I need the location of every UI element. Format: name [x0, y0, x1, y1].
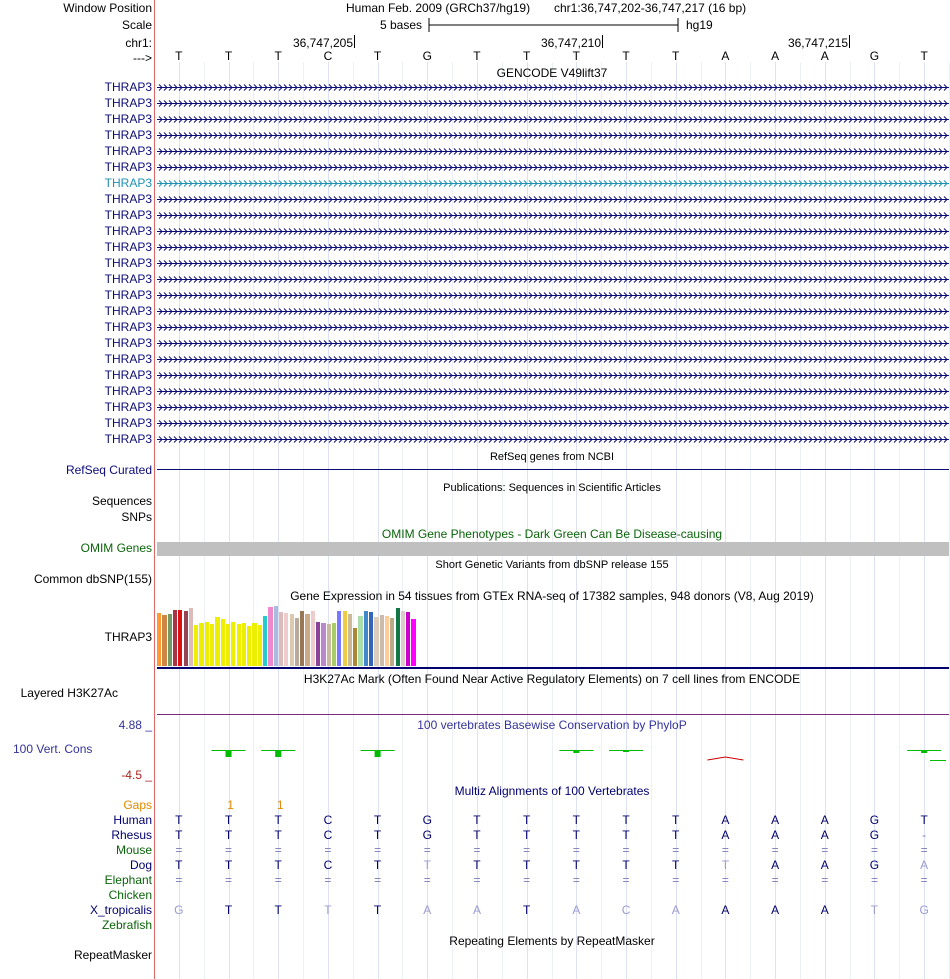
- alignment-base: A: [771, 828, 780, 842]
- alignment-base: =: [721, 843, 729, 857]
- alignment-base: =: [721, 873, 729, 887]
- gencode-transcript-line[interactable]: [157, 354, 949, 364]
- alignment-base: T: [373, 828, 382, 842]
- alignment-base: =: [274, 873, 282, 887]
- alignment-base: T: [572, 828, 581, 842]
- alignment-base: C: [621, 903, 631, 917]
- gtex-tissue-bar[interactable]: [321, 623, 325, 666]
- alignment-base: =: [423, 843, 431, 857]
- species-label[interactable]: Mouse: [115, 843, 152, 857]
- alignment-base: A: [721, 903, 730, 917]
- gencode-transcript-label[interactable]: THRAP3: [104, 160, 152, 174]
- multiz-gaps-label: Gaps: [123, 798, 152, 812]
- gencode-transcript-line[interactable]: [157, 274, 949, 284]
- species-label[interactable]: Elephant: [104, 873, 152, 887]
- alignment-base: A: [920, 858, 929, 872]
- window-position-label: Window Position: [63, 1, 152, 15]
- alignment-base: A: [771, 903, 780, 917]
- conservation-score: [559, 750, 593, 751]
- alignment-base: =: [920, 873, 928, 887]
- sequence-base: G: [869, 49, 880, 63]
- gencode-transcript-line[interactable]: [157, 210, 949, 220]
- species-label[interactable]: X_tropicalis: [89, 903, 152, 917]
- gtex-tissue-bar[interactable]: [284, 613, 288, 666]
- gencode-transcript-label[interactable]: THRAP3: [104, 320, 152, 334]
- alignment-base: G: [422, 828, 432, 842]
- alignment-base: =: [920, 843, 928, 857]
- gtex-tissue-bar[interactable]: [221, 619, 225, 666]
- alignment-base: T: [721, 858, 730, 872]
- gtex-tissue-bar[interactable]: [263, 616, 267, 666]
- ruler-tick-marks: [0, 34, 950, 50]
- refseq-track-label[interactable]: RefSeq Curated: [65, 463, 152, 477]
- gencode-transcript-line[interactable]: [157, 226, 949, 236]
- refseq-gene-line[interactable]: [157, 469, 949, 470]
- gtex-tissue-bar[interactable]: [364, 611, 368, 666]
- alignment-base: =: [622, 873, 630, 887]
- conservation-score: [930, 760, 946, 761]
- gtex-tissue-bar[interactable]: [215, 617, 219, 666]
- conservation-track-label[interactable]: 100 Vert. Cons: [13, 742, 93, 756]
- alignment-base: T: [672, 828, 680, 842]
- gencode-transcript-line[interactable]: [157, 98, 949, 108]
- alignment-base: G: [919, 903, 929, 917]
- species-label[interactable]: Human: [113, 813, 152, 827]
- alignment-base: T: [473, 858, 481, 872]
- h3k27ac-track-title: H3K27Ac Mark (Often Found Near Active Regulatory Elements) on 7 cell lines from ENCODE: [303, 672, 801, 686]
- gencode-transcript-label[interactable]: THRAP3: [104, 368, 152, 382]
- gtex-tissue-bar[interactable]: [210, 624, 214, 666]
- alignment-base: T: [473, 828, 481, 842]
- gencode-track-title: GENCODE V49lift37: [496, 66, 608, 80]
- sequence-base: A: [820, 49, 829, 63]
- gtex-gene-line: [157, 667, 949, 669]
- alignment-base: G: [869, 858, 880, 872]
- gtex-expression-chart[interactable]: [157, 604, 577, 666]
- conservation-score: [907, 750, 941, 751]
- alignment-base: T: [920, 813, 928, 827]
- alignment-base: T: [672, 813, 680, 827]
- conservation-graph[interactable]: [0, 730, 950, 780]
- gencode-transcript-line[interactable]: [157, 178, 949, 188]
- alignment-base: A: [721, 813, 730, 827]
- conservation-score: [212, 750, 246, 751]
- conservation-max-label: 4.88 _: [118, 718, 152, 732]
- alignment-base: =: [324, 873, 332, 887]
- conservation-score: [275, 751, 281, 757]
- gencode-transcript-label[interactable]: THRAP3: [104, 288, 152, 302]
- conservation-track-title: 100 vertebrates Basewise Conservation by PhyloP: [417, 718, 687, 732]
- conservation-score: [375, 751, 381, 757]
- sequence-base: T: [572, 49, 581, 63]
- gencode-transcript-label[interactable]: THRAP3: [104, 304, 152, 318]
- alignment-base: =: [473, 873, 481, 887]
- gtex-tissue-bar[interactable]: [390, 618, 394, 666]
- gtex-tissue-bar[interactable]: [258, 625, 262, 666]
- gencode-transcript-line[interactable]: [157, 114, 949, 124]
- gtex-tissue-bar[interactable]: [401, 611, 405, 666]
- alignment-base: T: [224, 858, 233, 872]
- alignment-base: T: [274, 903, 282, 917]
- multiz-track-title: Multiz Alignments of 100 Vertebrates: [454, 784, 650, 798]
- alignment-base: T: [373, 903, 382, 917]
- scale-db: hg19: [686, 18, 713, 32]
- alignment-base: T: [572, 858, 581, 872]
- omim-gene-bar[interactable]: [157, 542, 949, 556]
- gtex-tissue-bar[interactable]: [274, 606, 278, 666]
- gtex-tissue-bar[interactable]: [305, 614, 309, 666]
- dbsnp-track-title: Short Genetic Variants from dbSNP release 155: [435, 559, 669, 571]
- alignment-base: =: [622, 843, 630, 857]
- alignment-base: =: [324, 843, 332, 857]
- alignment-base: T: [224, 828, 233, 842]
- conservation-score: [573, 751, 579, 753]
- alignment-base: G: [174, 903, 184, 917]
- alignment-base: T: [522, 903, 531, 917]
- alignment-base: T: [622, 828, 630, 842]
- gtex-tissue-bar[interactable]: [385, 616, 389, 666]
- alignment-base: =: [821, 843, 829, 857]
- alignment-base: =: [274, 843, 282, 857]
- gtex-tissue-bar[interactable]: [396, 608, 400, 666]
- gtex-tissue-bar[interactable]: [380, 615, 384, 666]
- alignment-base: =: [175, 873, 183, 887]
- sequence-base: T: [622, 49, 630, 63]
- species-label[interactable]: Rhesus: [111, 828, 152, 842]
- alignment-base: A: [820, 858, 829, 872]
- alignment-base: =: [771, 843, 779, 857]
- sequence-base: T: [522, 49, 531, 63]
- sequence-base: T: [473, 49, 481, 63]
- gtex-tissue-bar[interactable]: [237, 624, 241, 666]
- omim-track-title: OMIM Gene Phenotypes - Dark Green Can Be Disease-causing: [381, 527, 723, 541]
- alignment-base: =: [771, 873, 779, 887]
- publications-sequences-label[interactable]: Sequences: [91, 494, 152, 508]
- alignment-base: T: [274, 828, 282, 842]
- gencode-transcript-label[interactable]: THRAP3: [104, 384, 152, 398]
- gtex-tissue-bar[interactable]: [316, 622, 320, 666]
- gtex-tissue-bar[interactable]: [162, 615, 166, 666]
- conservation-score: [226, 751, 232, 757]
- alignment-base: T: [224, 903, 233, 917]
- conservation-score: [361, 750, 395, 751]
- alignment-base: T: [274, 858, 282, 872]
- alignment-base: T: [522, 828, 531, 842]
- conservation-min-label: -4.5 _: [121, 768, 152, 782]
- gencode-transcript-line[interactable]: [157, 338, 949, 348]
- scale-bar: [428, 17, 680, 33]
- gencode-transcript-label[interactable]: THRAP3: [104, 176, 152, 190]
- alignment-base: G: [869, 813, 880, 827]
- scale-label: Scale: [121, 18, 152, 32]
- alignment-base: =: [572, 843, 580, 857]
- window-position-text: chr1:36,747,202-36,747,217 (16 bp): [554, 1, 747, 15]
- gtex-tissue-bar[interactable]: [268, 607, 272, 666]
- gencode-transcript-label[interactable]: THRAP3: [104, 96, 152, 110]
- alignment-base: =: [374, 843, 382, 857]
- publications-snps-label[interactable]: SNPs: [121, 510, 152, 524]
- alignment-base: T: [622, 813, 630, 827]
- conservation-score: [707, 757, 743, 760]
- conservation-score: [261, 750, 295, 751]
- gtex-tissue-bar[interactable]: [199, 623, 203, 666]
- gtex-tissue-bar[interactable]: [226, 624, 230, 666]
- gtex-tissue-bar[interactable]: [295, 618, 299, 666]
- alignment-base: A: [423, 903, 432, 917]
- alignment-base: T: [274, 813, 282, 827]
- alignment-base: =: [374, 873, 382, 887]
- gencode-transcript-line[interactable]: [157, 434, 949, 444]
- gencode-transcript-label[interactable]: THRAP3: [104, 432, 152, 446]
- gencode-transcript-line[interactable]: [157, 370, 949, 380]
- gencode-transcript-line[interactable]: [157, 82, 949, 92]
- alignment-base: G: [422, 813, 432, 827]
- gencode-transcript-label[interactable]: THRAP3: [104, 256, 152, 270]
- alignment-base: A: [721, 828, 730, 842]
- gencode-transcript-line[interactable]: [157, 130, 949, 140]
- gap-count: 1: [276, 798, 284, 812]
- gtex-tissue-bar[interactable]: [157, 613, 161, 666]
- species-label[interactable]: Dog: [129, 858, 152, 872]
- gtex-tissue-bar[interactable]: [337, 611, 341, 666]
- gencode-transcript-label[interactable]: THRAP3: [104, 240, 152, 254]
- alignment-base: A: [472, 903, 481, 917]
- gencode-transcript-label[interactable]: THRAP3: [104, 336, 152, 350]
- alignment-base: T: [672, 858, 680, 872]
- species-label[interactable]: Chicken: [108, 888, 152, 902]
- gencode-transcript-line[interactable]: [157, 242, 949, 252]
- gtex-tissue-bar[interactable]: [332, 623, 336, 666]
- alignment-base: T: [622, 858, 630, 872]
- alignment-base: =: [821, 873, 829, 887]
- gtex-tissue-bar[interactable]: [348, 614, 352, 666]
- gencode-transcript-line[interactable]: [157, 306, 949, 316]
- alignment-base: G: [869, 828, 880, 842]
- alignment-base: =: [672, 843, 680, 857]
- sequence-base: T: [175, 49, 183, 63]
- scale-text: 5 bases: [380, 18, 423, 32]
- gencode-transcript-label[interactable]: THRAP3: [104, 224, 152, 238]
- gtex-tissue-bar[interactable]: [231, 622, 235, 666]
- alignment-base: C: [323, 858, 333, 872]
- sequence-base: T: [920, 49, 928, 63]
- gtex-tissue-bar[interactable]: [189, 608, 193, 666]
- gap-count: 1: [227, 798, 234, 812]
- gtex-tissue-bar[interactable]: [374, 617, 378, 666]
- gtex-tissue-bar[interactable]: [311, 611, 315, 666]
- sequence-base: T: [373, 49, 382, 63]
- chrom-label: chr1:: [125, 36, 152, 50]
- alignment-base: =: [870, 843, 878, 857]
- alignment-base: T: [224, 813, 233, 827]
- gencode-transcript-label[interactable]: THRAP3: [104, 352, 152, 366]
- gtex-tissue-bar[interactable]: [343, 611, 347, 666]
- gtex-tissue-bar[interactable]: [178, 610, 182, 666]
- alignment-base: T: [572, 813, 581, 827]
- alignment-base: A: [771, 813, 780, 827]
- alignment-base: =: [572, 873, 580, 887]
- gtex-tissue-bar[interactable]: [411, 619, 415, 666]
- conservation-score: [623, 751, 629, 752]
- publications-track-title: Publications: Sequences in Scientific Articles: [443, 482, 661, 494]
- gtex-tissue-bar[interactable]: [369, 612, 373, 666]
- ruler-tick-label: 36,747,205: [292, 36, 353, 50]
- gtex-tissue-bar[interactable]: [205, 622, 209, 666]
- gencode-transcript-line[interactable]: [157, 402, 949, 412]
- gtex-tissue-bar[interactable]: [300, 611, 304, 666]
- alignment-base: A: [671, 903, 680, 917]
- alignment-base: =: [423, 873, 431, 887]
- gencode-transcript-label[interactable]: THRAP3: [104, 272, 152, 286]
- alignment-base: T: [175, 858, 183, 872]
- gencode-transcript-line[interactable]: [157, 258, 949, 268]
- alignment-base: =: [523, 873, 531, 887]
- alignment-base: T: [423, 858, 431, 872]
- alignment-base: A: [572, 903, 581, 917]
- strand-label: --->: [133, 51, 152, 65]
- repeatmasker-track-label[interactable]: RepeatMasker: [73, 948, 152, 962]
- gtex-tissue-bar[interactable]: [247, 626, 251, 666]
- gencode-transcript-line[interactable]: [157, 322, 949, 332]
- alignment-base: -: [922, 828, 927, 842]
- alignment-base: T: [324, 903, 332, 917]
- gtex-tissue-bar[interactable]: [184, 611, 188, 666]
- sequence-base: G: [422, 49, 432, 63]
- gtex-tissue-bar[interactable]: [252, 623, 256, 666]
- alignment-base: T: [373, 858, 382, 872]
- alignment-base: A: [771, 858, 780, 872]
- sequence-base: T: [274, 49, 282, 63]
- gtex-tissue-bar[interactable]: [327, 624, 331, 666]
- sequence-base: A: [721, 49, 730, 63]
- gencode-transcript-line[interactable]: [157, 146, 949, 156]
- sequence-base: T: [224, 49, 233, 63]
- alignment-base: T: [175, 828, 183, 842]
- alignment-base: C: [323, 813, 333, 827]
- dbsnp-track-label[interactable]: Common dbSNP(155): [33, 572, 152, 586]
- gencode-transcript-label[interactable]: THRAP3: [104, 80, 152, 94]
- dna-sequence: [0, 49, 950, 65]
- h3k27ac-track-label[interactable]: Layered H3K27Ac: [20, 686, 118, 700]
- alignment-base: T: [522, 813, 531, 827]
- sequence-base: T: [672, 49, 680, 63]
- alignment-base: T: [175, 813, 183, 827]
- alignment-base: T: [473, 813, 481, 827]
- repeatmasker-track-title: Repeating Elements by RepeatMasker: [449, 934, 655, 948]
- gtex-tissue-bar[interactable]: [173, 610, 177, 666]
- omim-track-label[interactable]: OMIM Genes: [80, 541, 152, 555]
- gencode-transcript-line[interactable]: [157, 162, 949, 172]
- alignment-base: =: [225, 843, 233, 857]
- alignment-base: T: [373, 813, 382, 827]
- alignment-base: A: [820, 828, 829, 842]
- gencode-transcript-label[interactable]: THRAP3: [104, 192, 152, 206]
- gtex-track-label[interactable]: THRAP3: [104, 630, 152, 644]
- gtex-track-title: Gene Expression in 54 tissues from GTEx RNA-seq of 17382 samples, 948 donors (V8, Aug 2019): [290, 589, 814, 603]
- sequence-base: A: [771, 49, 780, 63]
- h3k27ac-signal-line: [157, 714, 949, 715]
- gtex-tissue-bar[interactable]: [358, 616, 362, 666]
- assembly-title: Human Feb. 2009 (GRCh37/hg19): [346, 1, 531, 15]
- gtex-tissue-bar[interactable]: [168, 614, 172, 666]
- alignment-base: C: [323, 828, 333, 842]
- gencode-transcript-line[interactable]: [157, 386, 949, 396]
- sequence-base: C: [323, 49, 333, 63]
- gencode-transcript-line[interactable]: [157, 290, 949, 300]
- gencode-transcript-label[interactable]: THRAP3: [104, 208, 152, 222]
- gtex-tissue-bar[interactable]: [242, 623, 246, 666]
- alignment-base: =: [870, 873, 878, 887]
- conservation-score: [921, 751, 927, 753]
- refseq-track-title: RefSeq genes from NCBI: [489, 451, 615, 463]
- gtex-tissue-bar[interactable]: [406, 612, 410, 666]
- alignment-base: =: [523, 843, 531, 857]
- ruler-tick-label: 36,747,210: [540, 36, 601, 50]
- gtex-tissue-bar[interactable]: [279, 612, 283, 666]
- alignment-base: T: [870, 903, 879, 917]
- gencode-transcript-label[interactable]: THRAP3: [104, 400, 152, 414]
- ruler-tick-label: 36,747,215: [787, 36, 848, 50]
- species-label[interactable]: Zebrafish: [101, 918, 152, 932]
- gencode-transcript-label[interactable]: THRAP3: [104, 144, 152, 158]
- gencode-transcript-label[interactable]: THRAP3: [104, 416, 152, 430]
- gtex-tissue-bar[interactable]: [353, 628, 357, 666]
- gtex-tissue-bar[interactable]: [194, 625, 198, 666]
- alignment-base: T: [522, 858, 531, 872]
- alignment-base: =: [225, 873, 233, 887]
- conservation-score: [609, 750, 643, 751]
- alignment-base: =: [672, 873, 680, 887]
- gencode-transcript-label[interactable]: THRAP3: [104, 128, 152, 142]
- gencode-transcript-label[interactable]: THRAP3: [104, 112, 152, 126]
- alignment-base: =: [473, 843, 481, 857]
- gencode-transcript-line[interactable]: [157, 194, 949, 204]
- alignment-base: A: [820, 813, 829, 827]
- gtex-tissue-bar[interactable]: [290, 614, 294, 666]
- alignment-base: =: [175, 843, 183, 857]
- alignment-base: A: [820, 903, 829, 917]
- gencode-transcript-line[interactable]: [157, 418, 949, 428]
